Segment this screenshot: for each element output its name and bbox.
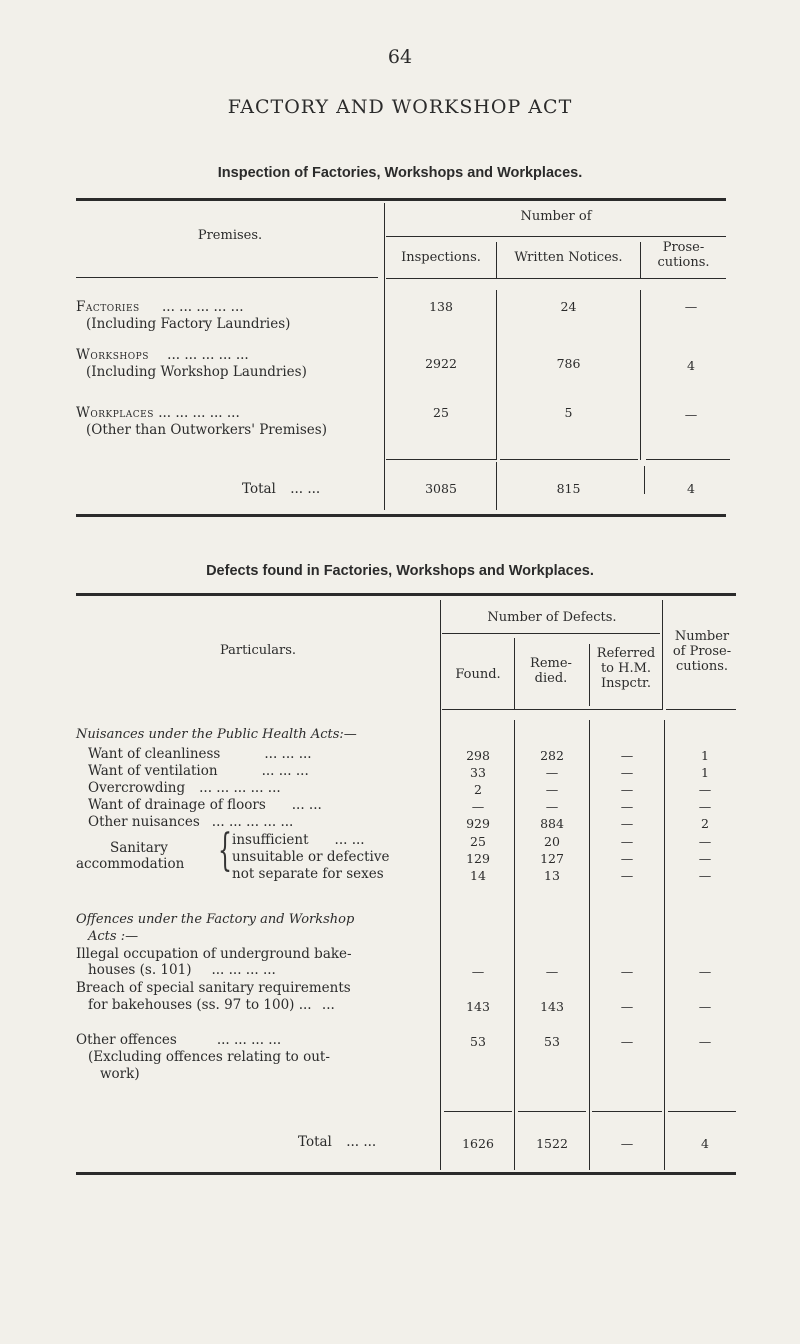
prosecutions-value: — [698, 868, 712, 883]
table1-header-rule [76, 277, 378, 278]
total-rule [444, 1111, 512, 1112]
premises-label: Factories [76, 299, 140, 315]
premises-sub: (Other than Outworkers' Premises) [86, 422, 327, 438]
defects-header: Number of Defects. [487, 610, 617, 625]
found-header: Found. [455, 667, 501, 682]
total-rule [386, 459, 496, 460]
remedied-value: 282 [540, 748, 564, 763]
remedied-header: Reme- died. [530, 656, 572, 686]
found-value: 929 [466, 816, 490, 831]
table2-subheader-rule [442, 633, 660, 634]
particulars-header: Particulars. [219, 643, 297, 658]
prosecutions-value: — [698, 999, 712, 1014]
inspections-value: 138 [429, 299, 453, 314]
prosecutions-value: 1 [701, 765, 709, 780]
premises-header: Premises. [197, 228, 263, 243]
table1-caption: Inspection of Factories, Workshops and Workplaces. [217, 165, 583, 181]
total-prosecutions: 4 [701, 1136, 709, 1151]
accommodation-label: accommodation [76, 856, 185, 872]
remedied-value: — [545, 782, 559, 797]
inspections-value: 2922 [425, 356, 457, 371]
total-rule [518, 1111, 586, 1112]
found-value: 25 [470, 834, 486, 849]
row-label: insufficient [232, 832, 309, 848]
total-rule [668, 1111, 736, 1112]
remedied-value: 20 [544, 834, 560, 849]
total-rule [592, 1111, 662, 1112]
found-value: 14 [470, 868, 486, 883]
row-label: unsuitable or defective [232, 849, 390, 865]
prosecutions-value: 2 [701, 816, 709, 831]
section-heading-offences: Offences under the Factory and Workshop [76, 912, 355, 927]
total-notices: 815 [556, 481, 581, 496]
table2-divider [662, 600, 663, 710]
dot-leader: ... [321, 997, 335, 1013]
dot-leader: ... ... ... ... ... [199, 780, 281, 796]
remedied-value: — [545, 964, 559, 979]
dot-leader: ... ... ... ... ... [162, 299, 244, 315]
notices-value: 5 [564, 405, 573, 420]
number-prosecutions-header: Number of Prose- cutions. [672, 629, 732, 674]
row-label: Want of ventilation [88, 763, 218, 779]
dot-leader: ... ... [290, 481, 321, 497]
section-heading-nuisances: Nuisances under the Public Health Acts:— [76, 727, 357, 742]
table1-divider [384, 203, 385, 510]
inspections-header: Inspections. [401, 250, 481, 265]
table1-bottom-rule [76, 514, 726, 517]
prosecutions-value: — [698, 799, 712, 814]
prosecutions-header: Prose- cutions. [657, 240, 710, 270]
remedied-value: 13 [544, 868, 560, 883]
table2-caption: Defects found in Factories, Workshops and Workplaces. [206, 563, 594, 579]
found-value: 53 [470, 1034, 486, 1049]
total-remedied: 1522 [536, 1136, 568, 1151]
prosecutions-value: — [684, 407, 698, 422]
left-brace-icon: { [218, 825, 232, 876]
page-title: FACTORY AND WORKSHOP ACT [227, 96, 573, 118]
found-value: 143 [466, 999, 490, 1014]
remedied-value: 143 [540, 999, 564, 1014]
found-value: — [471, 799, 485, 814]
total-referred: — [620, 1136, 634, 1151]
referred-value: — [620, 868, 634, 883]
notices-value: 786 [556, 356, 581, 371]
table2-divider [440, 600, 441, 1170]
dot-leader: ... ... ... [261, 763, 309, 779]
prosecutions-value: — [684, 299, 698, 314]
table1-col-divider [640, 290, 641, 460]
referred-value: — [620, 851, 634, 866]
total-prosecutions: 4 [687, 481, 695, 496]
dot-leader: ... ... ... ... [216, 1032, 282, 1048]
row-label: Breach of special sanitary requirements [76, 980, 351, 996]
prosecutions-value: — [698, 834, 712, 849]
prosecutions-value: 1 [701, 748, 709, 763]
sanitary-label: Sanitary [110, 840, 168, 856]
referred-value: — [620, 748, 634, 763]
premises-sub: (Including Workshop Laundries) [86, 364, 307, 380]
referred-value: — [620, 799, 634, 814]
referred-value: — [620, 782, 634, 797]
remedied-value: — [545, 765, 559, 780]
premises-label: Workshops [76, 347, 149, 363]
row-label-cont: houses (s. 101) [88, 962, 192, 978]
total-rule [500, 459, 638, 460]
total-inspections: 3085 [425, 481, 457, 496]
total-found: 1626 [462, 1136, 494, 1151]
page-number: 64 [387, 46, 413, 68]
prosecutions-value: — [698, 851, 712, 866]
total-label: Total [242, 481, 276, 497]
premises-label: Workplaces [76, 405, 154, 421]
notices-header: Written Notices. [514, 250, 623, 265]
number-of-header: Number of [520, 209, 592, 224]
prosecutions-value: — [698, 964, 712, 979]
found-value: — [471, 964, 485, 979]
dot-leader: ... ... ... ... [211, 962, 276, 978]
referred-value: — [620, 1034, 634, 1049]
dot-leader: ... ... ... [264, 746, 312, 762]
prosecutions-value: — [698, 782, 712, 797]
row-label: Want of drainage of floors [88, 797, 266, 813]
dot-leader: ... ... [334, 832, 365, 848]
remedied-value: — [545, 799, 559, 814]
premises-sub: (Including Factory Laundries) [86, 316, 291, 332]
table2-bottom-rule [76, 1172, 736, 1175]
found-value: 129 [466, 851, 490, 866]
dot-leader: ... ... ... ... ... [158, 405, 240, 421]
remedied-value: 884 [540, 816, 564, 831]
remedied-value: 127 [540, 851, 564, 866]
total-rule [646, 459, 730, 460]
found-value: 33 [470, 765, 486, 780]
table1-top-rule [76, 198, 726, 201]
row-label: Other nuisances [88, 814, 200, 830]
prosecutions-value: — [698, 1034, 712, 1049]
table2-header-rule [666, 709, 736, 710]
prosecutions-value: 4 [687, 358, 695, 373]
referred-value: — [620, 964, 634, 979]
referred-value: — [620, 834, 634, 849]
table1-header-rule [386, 278, 726, 279]
table1-col-divider [496, 290, 497, 460]
row-label: Illegal occupation of underground bake- [76, 946, 352, 962]
row-label: not separate for sexes [232, 866, 384, 882]
found-value: 2 [474, 782, 482, 797]
referred-value: — [620, 999, 634, 1014]
total-label: Total [298, 1134, 332, 1150]
table1-subheader-rule [386, 236, 726, 237]
table2-top-rule [76, 593, 736, 596]
found-value: 298 [466, 748, 490, 763]
section-heading-offences-cont: Acts :— [88, 929, 139, 944]
row-sub-cont: work) [100, 1066, 140, 1082]
dot-leader: ... ... [291, 797, 322, 813]
remedied-value: 53 [544, 1034, 560, 1049]
referred-header: Referred to H.M. Inspctr. [596, 646, 656, 691]
dot-leader: ... ... ... ... ... [211, 814, 294, 830]
dot-leader: ... ... ... ... ... [167, 347, 249, 363]
row-sub: (Excluding offences relating to out- [88, 1049, 330, 1065]
row-label: Overcrowding [88, 780, 186, 796]
referred-value: — [620, 816, 634, 831]
row-label: Want of cleanliness [88, 746, 221, 762]
inspections-value: 25 [433, 405, 449, 420]
row-label-cont: for bakehouses (ss. 97 to 100) ... [88, 997, 312, 1013]
row-label: Other offences [76, 1032, 177, 1048]
dot-leader: ... ... [346, 1134, 377, 1150]
notices-value: 24 [560, 299, 577, 314]
table2-header-rule [442, 709, 662, 710]
referred-value: — [620, 765, 634, 780]
